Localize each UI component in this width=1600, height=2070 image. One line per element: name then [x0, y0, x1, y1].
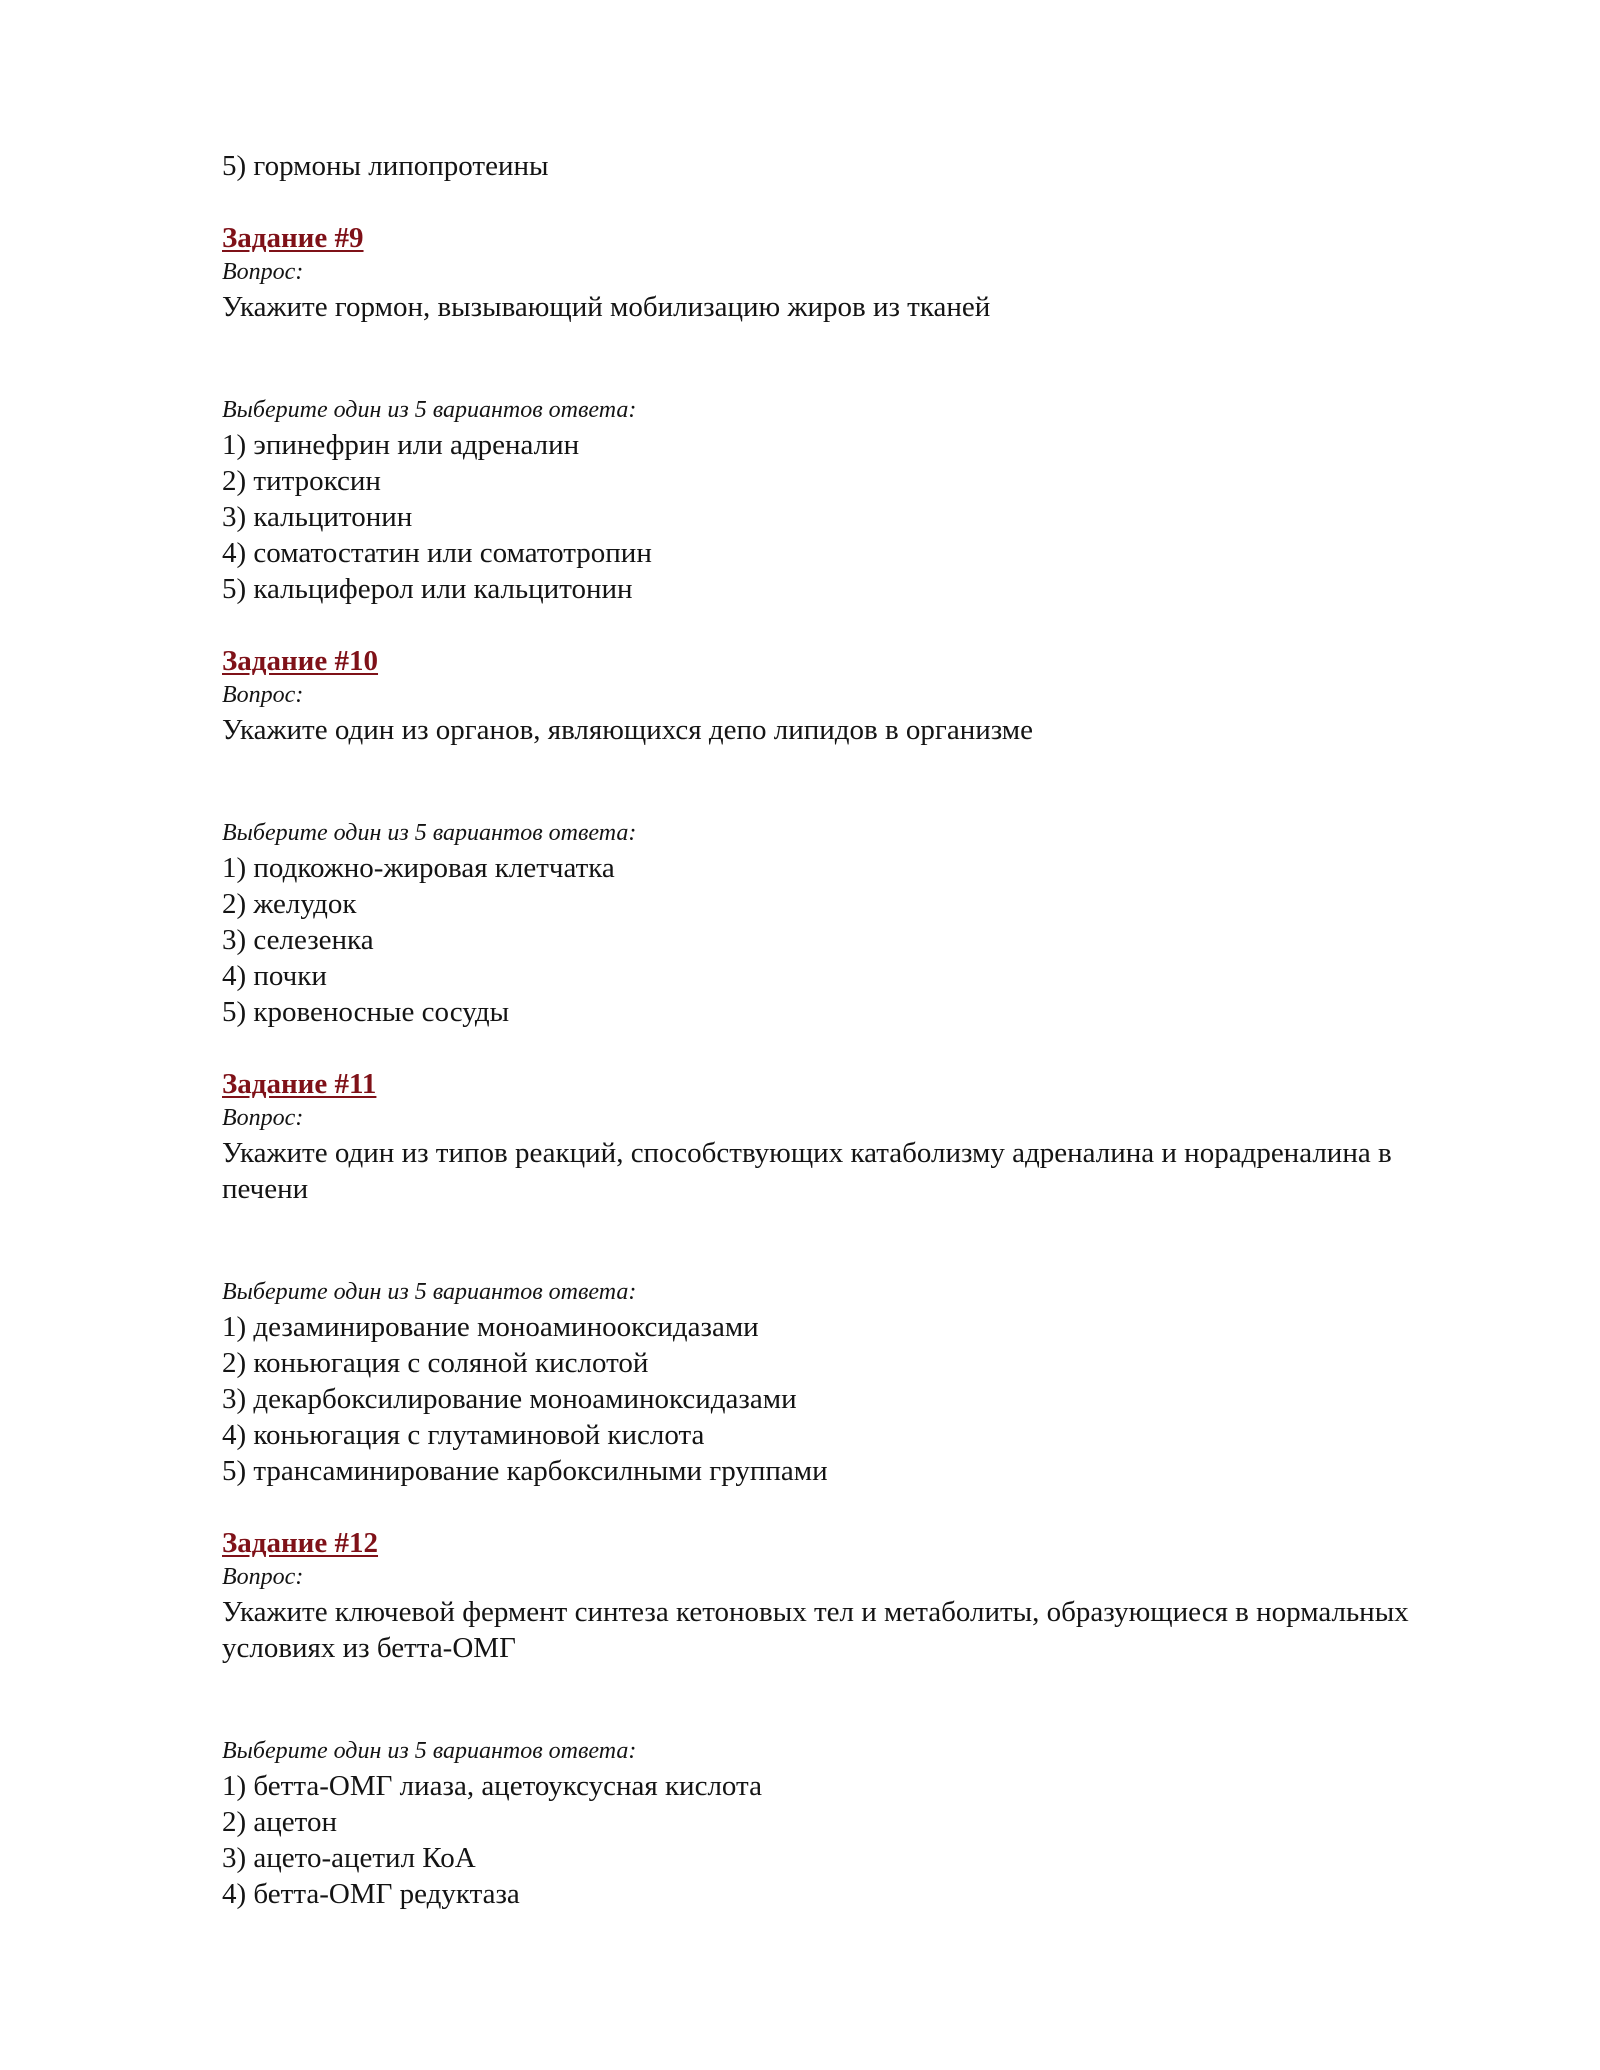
task-10: [222, 643, 1482, 1030]
spacer: [222, 748, 1482, 817]
answer-option: 2) коньюгация с соляной кислотой: [222, 1347, 649, 1379]
question-text: Укажите ключевой фермент синтеза кетоновых тел и метаболиты, образующиеся в нормальных условиях из бетта-ОМГ: [222, 1596, 1409, 1664]
answer-option: 4) соматостатин или соматотропин: [222, 537, 652, 569]
choose-label: Выберите один из 5 вариантов ответа:: [222, 1738, 637, 1764]
question-text: Укажите гормон, вызывающий мобилизацию жиров из тканей: [222, 291, 991, 323]
answer-options: [222, 427, 1482, 607]
task-12: [222, 1525, 1482, 1912]
answer-option: 3) декарбоксилирование моноаминоксидазами: [222, 1383, 797, 1415]
spacer: [222, 1207, 1482, 1276]
answer-options: [222, 1309, 1482, 1489]
answer-option: 1) подкожно-жировая клетчатка: [222, 852, 615, 884]
answer-option: 1) эпинефрин или адреналин: [222, 429, 580, 461]
answer-option: 1) бетта-ОМГ лиаза, ацетоуксусная кислота: [222, 1770, 762, 1802]
task-title: Задание #9: [222, 222, 364, 254]
question-label: Вопрос:: [222, 1105, 304, 1131]
task-title: Задание #10: [222, 645, 379, 677]
answer-option: 3) ацето-ацетил КоА: [222, 1842, 476, 1874]
answer-options: [222, 850, 1482, 1030]
answer-option: 2) ацетон: [222, 1806, 337, 1838]
choose-label: Выберите один из 5 вариантов ответа:: [222, 1279, 637, 1305]
answer-option: 2) титроксин: [222, 465, 381, 497]
question-text: Укажите один из типов реакций, способствующих катаболизму адреналина и норадреналина в печени: [222, 1137, 1392, 1205]
intro-line: 5) гормоны липопротеины: [222, 150, 549, 182]
answer-option: 5) кальциферол или кальцитонин: [222, 573, 633, 605]
answer-option: 1) дезаминирование моноаминооксидазами: [222, 1311, 759, 1343]
task-title: Задание #11: [222, 1068, 377, 1100]
answer-option: 5) кровеносные сосуды: [222, 996, 510, 1028]
answer-option: 4) коньюгация с глутаминовой кислота: [222, 1419, 705, 1451]
answer-option: 3) кальцитонин: [222, 501, 413, 533]
task-9: [222, 220, 1482, 607]
answer-option: 4) бетта-ОМГ редуктаза: [222, 1878, 520, 1910]
question-text: Укажите один из органов, являющихся депо липидов в организме: [222, 714, 1034, 746]
spacer: [222, 1666, 1482, 1735]
answer-options: [222, 1768, 1482, 1912]
answer-option: 5) трансаминирование карбоксилными группами: [222, 1455, 828, 1487]
choose-label: Выберите один из 5 вариантов ответа:: [222, 397, 637, 423]
task-11: [222, 1066, 1482, 1489]
spacer: [222, 325, 1482, 394]
question-label: Вопрос:: [222, 682, 304, 708]
choose-label: Выберите один из 5 вариантов ответа:: [222, 820, 637, 846]
answer-option: 2) желудок: [222, 888, 357, 920]
answer-option: 3) селезенка: [222, 924, 374, 956]
task-title: Задание #12: [222, 1527, 379, 1559]
question-label: Вопрос:: [222, 1564, 304, 1590]
question-label: Вопрос:: [222, 259, 304, 285]
document-page: [222, 148, 1482, 1912]
answer-option: 4) почки: [222, 960, 327, 992]
